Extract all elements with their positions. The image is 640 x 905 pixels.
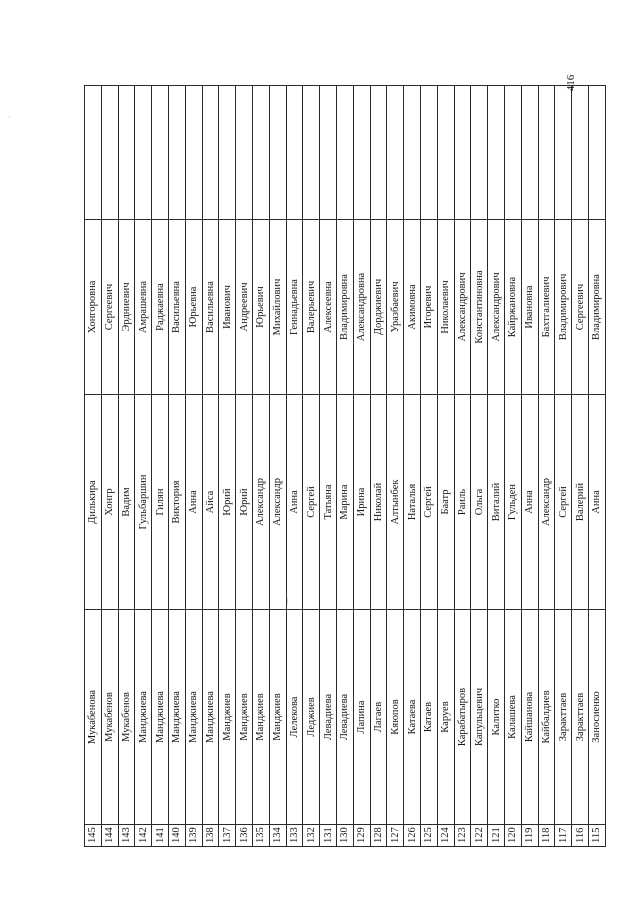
surname-cell: Леджиев: [303, 610, 320, 825]
first-name-cell: Гилян: [152, 395, 169, 610]
first-name-cell: Ирина: [353, 395, 370, 610]
table-row: [252, 86, 269, 847]
first-name-cell: Дилькира: [85, 395, 102, 610]
surname-cell: Манджиева: [135, 610, 152, 825]
empty-cell: [185, 86, 202, 220]
patronymic-cell: Ивановна: [521, 220, 538, 395]
empty-cell: [269, 86, 286, 220]
empty-cell: [521, 86, 538, 220]
surname-cell: Кяюпов: [387, 610, 404, 825]
table-row: [135, 86, 152, 847]
surname-cell: Левадиева: [336, 610, 353, 825]
surname-cell: Манджиева: [202, 610, 219, 825]
empty-cell: [168, 86, 185, 220]
surname-cell: Мукабенов: [118, 610, 135, 825]
first-name-cell: Виталий: [488, 395, 505, 610]
table-row: [538, 86, 555, 847]
table-row: [85, 86, 102, 847]
patronymic-cell: Сергеевич: [572, 220, 589, 395]
empty-cell: [219, 86, 236, 220]
surname-cell: Заносиенко: [588, 610, 605, 825]
row-number-cell: 137: [219, 825, 236, 847]
row-number-cell: 120: [504, 825, 521, 847]
surname-cell: Манджиева: [168, 610, 185, 825]
patronymic-cell: Хонгоровна: [85, 220, 102, 395]
surname-cell: Карабатыров: [454, 610, 471, 825]
empty-cell: [320, 86, 337, 220]
document-table-area: [84, 85, 603, 847]
first-name-cell: Александр: [252, 395, 269, 610]
row-number-cell: 127: [387, 825, 404, 847]
table-row: [404, 86, 421, 847]
patronymic-cell: Александровна: [353, 220, 370, 395]
table-row: [236, 86, 253, 847]
first-name-cell: Сергей: [555, 395, 572, 610]
empty-cell: [152, 86, 169, 220]
empty-cell: [420, 86, 437, 220]
table-row: [185, 86, 202, 847]
surname-cell: Мукабенов: [101, 610, 118, 825]
row-number-cell: 122: [471, 825, 488, 847]
row-number-cell: 139: [185, 825, 202, 847]
table-row: [269, 86, 286, 847]
first-name-cell: Татьяна: [320, 395, 337, 610]
first-name-cell: Юрий: [236, 395, 253, 610]
patronymic-cell: Владимировна: [336, 220, 353, 395]
row-number-cell: 121: [488, 825, 505, 847]
patronymic-cell: Игоревич: [420, 220, 437, 395]
table-row: [118, 86, 135, 847]
first-name-cell: Хонгр: [101, 395, 118, 610]
surname-cell: Манджиева: [185, 610, 202, 825]
empty-cell: [202, 86, 219, 220]
patronymic-cell: Акимовна: [404, 220, 421, 395]
row-number-cell: 126: [404, 825, 421, 847]
surname-cell: Лапина: [353, 610, 370, 825]
first-name-cell: Анна: [521, 395, 538, 610]
table-row: [488, 86, 505, 847]
patronymic-cell: Сергеевич: [101, 220, 118, 395]
row-number-cell: 129: [353, 825, 370, 847]
empty-cell: [555, 86, 572, 220]
first-name-cell: Анна: [588, 395, 605, 610]
patronymic-cell: Михайлович: [269, 220, 286, 395]
row-number-cell: 124: [437, 825, 454, 847]
table-row: [286, 86, 303, 847]
first-name-cell: Гульден: [504, 395, 521, 610]
empty-cell: [370, 86, 387, 220]
empty-cell: [252, 86, 269, 220]
row-number-cell: 136: [236, 825, 253, 847]
patronymic-cell: Раджаевна: [152, 220, 169, 395]
empty-cell: [303, 86, 320, 220]
surname-cell: Калитко: [488, 610, 505, 825]
table-row: [336, 86, 353, 847]
empty-cell: [286, 86, 303, 220]
table-row: [168, 86, 185, 847]
empty-cell: [538, 86, 555, 220]
table-row: [202, 86, 219, 847]
first-name-cell: Алтынбек: [387, 395, 404, 610]
row-number-cell: 118: [538, 825, 555, 847]
row-number-cell: 117: [555, 825, 572, 847]
table-row: [152, 86, 169, 847]
empty-cell: [101, 86, 118, 220]
row-number-cell: 141: [152, 825, 169, 847]
table-row: [471, 86, 488, 847]
patronymic-cell: Николаевич: [437, 220, 454, 395]
first-name-cell: Баатр: [437, 395, 454, 610]
surname-cell: Заракттаев: [572, 610, 589, 825]
empty-cell: [404, 86, 421, 220]
row-number-cell: 115: [588, 825, 605, 847]
patronymic-cell: Владимирович: [555, 220, 572, 395]
patronymic-cell: Юрьевна: [185, 220, 202, 395]
empty-cell: [135, 86, 152, 220]
first-name-cell: Вадим: [118, 395, 135, 610]
row-number-cell: 143: [118, 825, 135, 847]
patronymic-cell: Иванович: [219, 220, 236, 395]
patronymic-cell: Константиновна: [471, 220, 488, 395]
first-name-cell: Анна: [286, 395, 303, 610]
first-name-cell: Гульбаршин: [135, 395, 152, 610]
surname-cell: Манджиев: [219, 610, 236, 825]
first-name-cell: Сергей: [420, 395, 437, 610]
table-row: [101, 86, 118, 847]
empty-cell: [387, 86, 404, 220]
empty-cell: [353, 86, 370, 220]
surname-cell: Капульцевич: [471, 610, 488, 825]
table-row: [219, 86, 236, 847]
first-name-cell: Виктория: [168, 395, 185, 610]
table-row: [437, 86, 454, 847]
empty-cell: [504, 86, 521, 220]
row-number-cell: 116: [572, 825, 589, 847]
empty-cell: [588, 86, 605, 220]
row-number-cell: 132: [303, 825, 320, 847]
rotated-table-container: [84, 85, 603, 847]
patronymic-cell: Бахтгалиевич: [538, 220, 555, 395]
table-row: [555, 86, 572, 847]
patronymic-cell: Васильевна: [168, 220, 185, 395]
row-number-cell: 123: [454, 825, 471, 847]
empty-cell: [471, 86, 488, 220]
names-table-body: [85, 86, 606, 847]
first-name-cell: Александр: [538, 395, 555, 610]
patronymic-cell: Александрович: [488, 220, 505, 395]
patronymic-cell: Александрович: [454, 220, 471, 395]
empty-cell: [85, 86, 102, 220]
table-row: [588, 86, 605, 847]
table-row: [303, 86, 320, 847]
patronymic-cell: Кайржановна: [504, 220, 521, 395]
row-number-cell: 135: [252, 825, 269, 847]
surname-cell: Манджиев: [269, 610, 286, 825]
surname-cell: Кайбалдиев: [538, 610, 555, 825]
first-name-cell: Анна: [185, 395, 202, 610]
first-name-cell: Айса: [202, 395, 219, 610]
surname-cell: Заракттаев: [555, 610, 572, 825]
first-name-cell: Наталья: [404, 395, 421, 610]
table-row: [572, 86, 589, 847]
first-name-cell: Валерий: [572, 395, 589, 610]
row-number-cell: 130: [336, 825, 353, 847]
surname-cell: Манджиев: [252, 610, 269, 825]
row-number-cell: 145: [85, 825, 102, 847]
patronymic-cell: Геннадьевна: [286, 220, 303, 395]
first-name-cell: Николай: [370, 395, 387, 610]
row-number-cell: 125: [420, 825, 437, 847]
row-number-cell: 142: [135, 825, 152, 847]
patronymic-cell: Юрьевич: [252, 220, 269, 395]
scan-speck: ·: [8, 112, 11, 122]
table-row: [504, 86, 521, 847]
surname-cell: Кайшанова: [521, 610, 538, 825]
first-name-cell: Александр: [269, 395, 286, 610]
names-table: [84, 85, 606, 847]
row-number-cell: 144: [101, 825, 118, 847]
first-name-cell: Марина: [336, 395, 353, 610]
patronymic-cell: Дорджиевич: [370, 220, 387, 395]
table-row: [320, 86, 337, 847]
first-name-cell: Сергей: [303, 395, 320, 610]
row-number-cell: 119: [521, 825, 538, 847]
surname-cell: Лелекова: [286, 610, 303, 825]
surname-cell: Калашева: [504, 610, 521, 825]
patronymic-cell: Алексеевна: [320, 220, 337, 395]
empty-cell: [454, 86, 471, 220]
table-row: [370, 86, 387, 847]
surname-cell: Манджиев: [236, 610, 253, 825]
patronymic-cell: Владимировна: [588, 220, 605, 395]
patronymic-cell: Уразбаевич: [387, 220, 404, 395]
surname-cell: Левадиева: [320, 610, 337, 825]
surname-cell: Катаев: [420, 610, 437, 825]
row-number-cell: 140: [168, 825, 185, 847]
patronymic-cell: Валерьевич: [303, 220, 320, 395]
table-row: [387, 86, 404, 847]
table-row: [521, 86, 538, 847]
row-number-cell: 131: [320, 825, 337, 847]
surname-cell: Лагаев: [370, 610, 387, 825]
row-number-cell: 128: [370, 825, 387, 847]
scan-speck: ⁝: [286, 596, 289, 606]
table-row: [454, 86, 471, 847]
table-row: [353, 86, 370, 847]
patronymic-cell: Андреевич: [236, 220, 253, 395]
patronymic-cell: Амрашевна: [135, 220, 152, 395]
surname-cell: Мукабенова: [85, 610, 102, 825]
row-number-cell: 138: [202, 825, 219, 847]
page-number: 416: [565, 74, 577, 92]
first-name-cell: Раиль: [454, 395, 471, 610]
table-row: [420, 86, 437, 847]
patronymic-cell: Эрдниевич: [118, 220, 135, 395]
empty-cell: [336, 86, 353, 220]
empty-cell: [118, 86, 135, 220]
empty-cell: [572, 86, 589, 220]
patronymic-cell: Васильевна: [202, 220, 219, 395]
first-name-cell: Ольга: [471, 395, 488, 610]
row-number-cell: 134: [269, 825, 286, 847]
empty-cell: [236, 86, 253, 220]
row-number-cell: 133: [286, 825, 303, 847]
empty-cell: [437, 86, 454, 220]
surname-cell: Манджиева: [152, 610, 169, 825]
surname-cell: Катаева: [404, 610, 421, 825]
first-name-cell: Юрий: [219, 395, 236, 610]
surname-cell: Каруев: [437, 610, 454, 825]
empty-cell: [488, 86, 505, 220]
